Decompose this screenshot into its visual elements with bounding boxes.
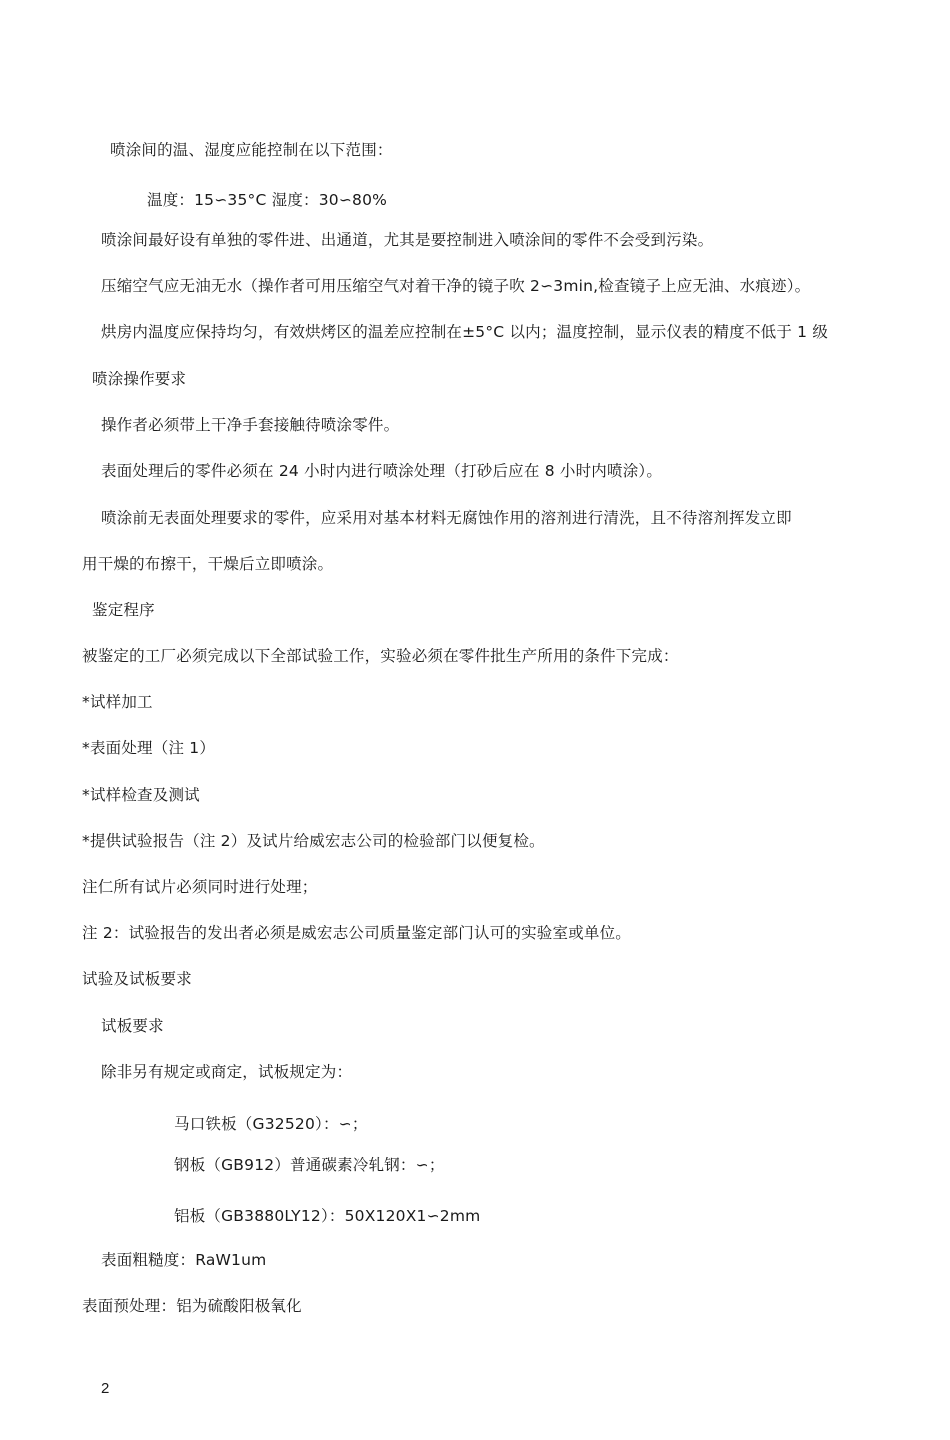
section-heading: 试验及试板要求: [82, 970, 192, 988]
text-line: 喷涂间的温、湿度应能控制在以下范围：: [110, 141, 393, 159]
note-line: 注仁所有试片必须同时进行处理；: [82, 878, 318, 896]
text-line: 喷涂前无表面处理要求的零件，应采用对基本材料无腐蚀作用的溶剂进行清洗，且不待溶剂挥发立即: [101, 509, 792, 527]
list-item: *表面处理（注 1）: [82, 739, 216, 757]
text-line: 表面处理后的零件必须在 24 小时内进行喷涂处理（打砂后应在 8 小时内喷涂）。: [101, 462, 663, 480]
subsection-heading: 试板要求: [101, 1017, 164, 1035]
text-line: 用干燥的布擦干，干燥后立即喷涂。: [82, 555, 334, 573]
list-item: *试样检查及测试: [82, 786, 200, 804]
section-heading: 喷涂操作要求: [92, 370, 187, 388]
section-heading: 鉴定程序: [92, 601, 155, 619]
text-line: 表面粗糙度：RaW1um: [101, 1251, 267, 1269]
text-line: 除非另有规定或商定，试板规定为：: [101, 1063, 353, 1081]
list-item: *提供试验报告（注 2）及试片给威宏志公司的检验部门以便复检。: [82, 832, 545, 850]
spec-line: 铝板（GB3880LY12）：50X120X1∽2mm: [174, 1207, 481, 1225]
text-line: 烘房内温度应保持均匀，有效烘烤区的温差应控制在±5°C 以内；温度控制，显示仪表的精度不低于 1 级: [101, 323, 829, 341]
page-number: 2: [101, 1380, 110, 1397]
spec-line: 钢板（GB912）普通碳素冷轧钢：∽；: [174, 1156, 445, 1174]
note-line: 注 2：试验报告的发出者必须是威宏志公司质量鉴定部门认可的实验室或单位。: [82, 924, 631, 942]
text-line: 被鉴定的工厂必须完成以下全部试验工作，实验必须在零件批生产所用的条件下完成：: [82, 647, 679, 665]
text-line: 压缩空气应无油无水（操作者可用压缩空气对着干净的镜子吹 2∽3min,检查镜子上应无油、水痕迹）。: [101, 277, 811, 295]
text-line: 操作者必须带上干净手套接触待喷涂零件。: [101, 416, 400, 434]
text-line: 喷涂间最好设有单独的零件进、出通道，尤其是要控制进入喷涂间的零件不会受到污染。: [101, 231, 714, 249]
text-line: 表面预处理：铝为硫酸阳极氧化: [82, 1297, 302, 1315]
spec-line: 马口铁板（G32520）：∽；: [174, 1115, 368, 1133]
list-item: *试样加工: [82, 693, 153, 711]
text-line: 温度：15∽35°C 湿度：30∽80%: [147, 191, 388, 209]
